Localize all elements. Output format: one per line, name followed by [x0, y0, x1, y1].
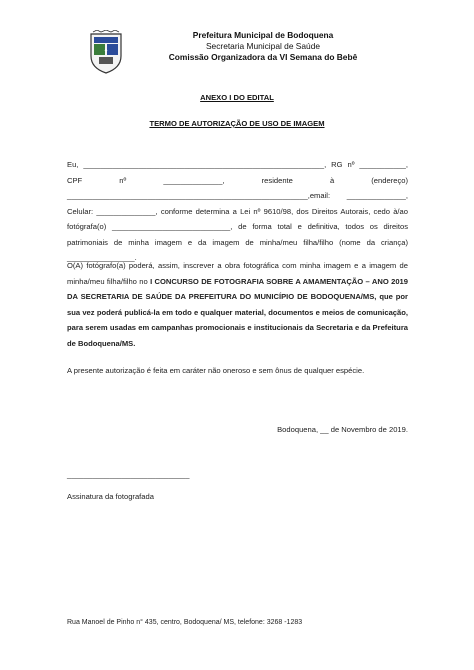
free-of-charge-paragraph: A presente autorização é feita em caráter não oneroso e sem ônus de qualquer espécie. — [67, 366, 365, 375]
letterhead — [128, 30, 398, 63]
municipal-crest-icon — [89, 30, 123, 74]
annex-title: ANEXO I DO EDITAL — [200, 93, 274, 102]
term-title: TERMO DE AUTORIZAÇÃO DE USO DE IMAGEM — [149, 119, 325, 128]
header-secretariat: Secretaria Municipal de Saúde — [205, 41, 321, 51]
authorization-paragraph: Eu, _________________________________________________________, RG nº ___________, CPF nº ______________, residente à (endereço) _________________________________________________________,email: ______________, Celular: ______________, conforme determina a Lei nº 9610/98, dos Direitos Autorais, cedo à/ao fotógrafa(o) ____________________________, de forma total e definitiva, todos os direitos patrimoniais de minha imagem e da imagem de minha/meu filha/filho (nome da criança) ________________. — [67, 160, 408, 262]
header-committee: Comissão Organizadora da VI Semana do Bebê — [168, 52, 358, 62]
header-municipality: Prefeitura Municipal de Bodoquena — [192, 30, 334, 40]
contest-paragraph — [67, 258, 408, 351]
contest-paragraph-bold: I CONCURSO DE FOTOGRAFIA SOBRE A AMAMENTAÇÃO – ANO 2019 DA SECRETARIA DE SAÚDE DA PREFEITURA DO MUNICÍPIO DE BODOQUENA/MS, que por sua vez poderá publicá-la em todo e qualquer material, documentos e meios de comunicação, para serem usadas em campanhas promocionais e institucionais da Secretaria e da Prefeitura de Bodoquena/MS. — [67, 276, 408, 348]
contest-paragraph-intro: O(A) fotógrafo(a) poderá, assim, inscrever a obra fotográfica com minha imagem e a imagem de minha/meu filha/filho no — [67, 261, 408, 286]
footer-address: Rua Manoel de Pinho n° 435, centro, Bodoquena/ MS, telefone: 3268 -1283 — [67, 619, 303, 626]
svg-text:✦: ✦ — [103, 48, 109, 54]
date-line: Bodoquena, __ de Novembro de 2019. — [277, 425, 408, 434]
signature-label: Assinatura da fotografada — [67, 492, 154, 501]
signature-line: _____________________________ — [67, 470, 190, 479]
